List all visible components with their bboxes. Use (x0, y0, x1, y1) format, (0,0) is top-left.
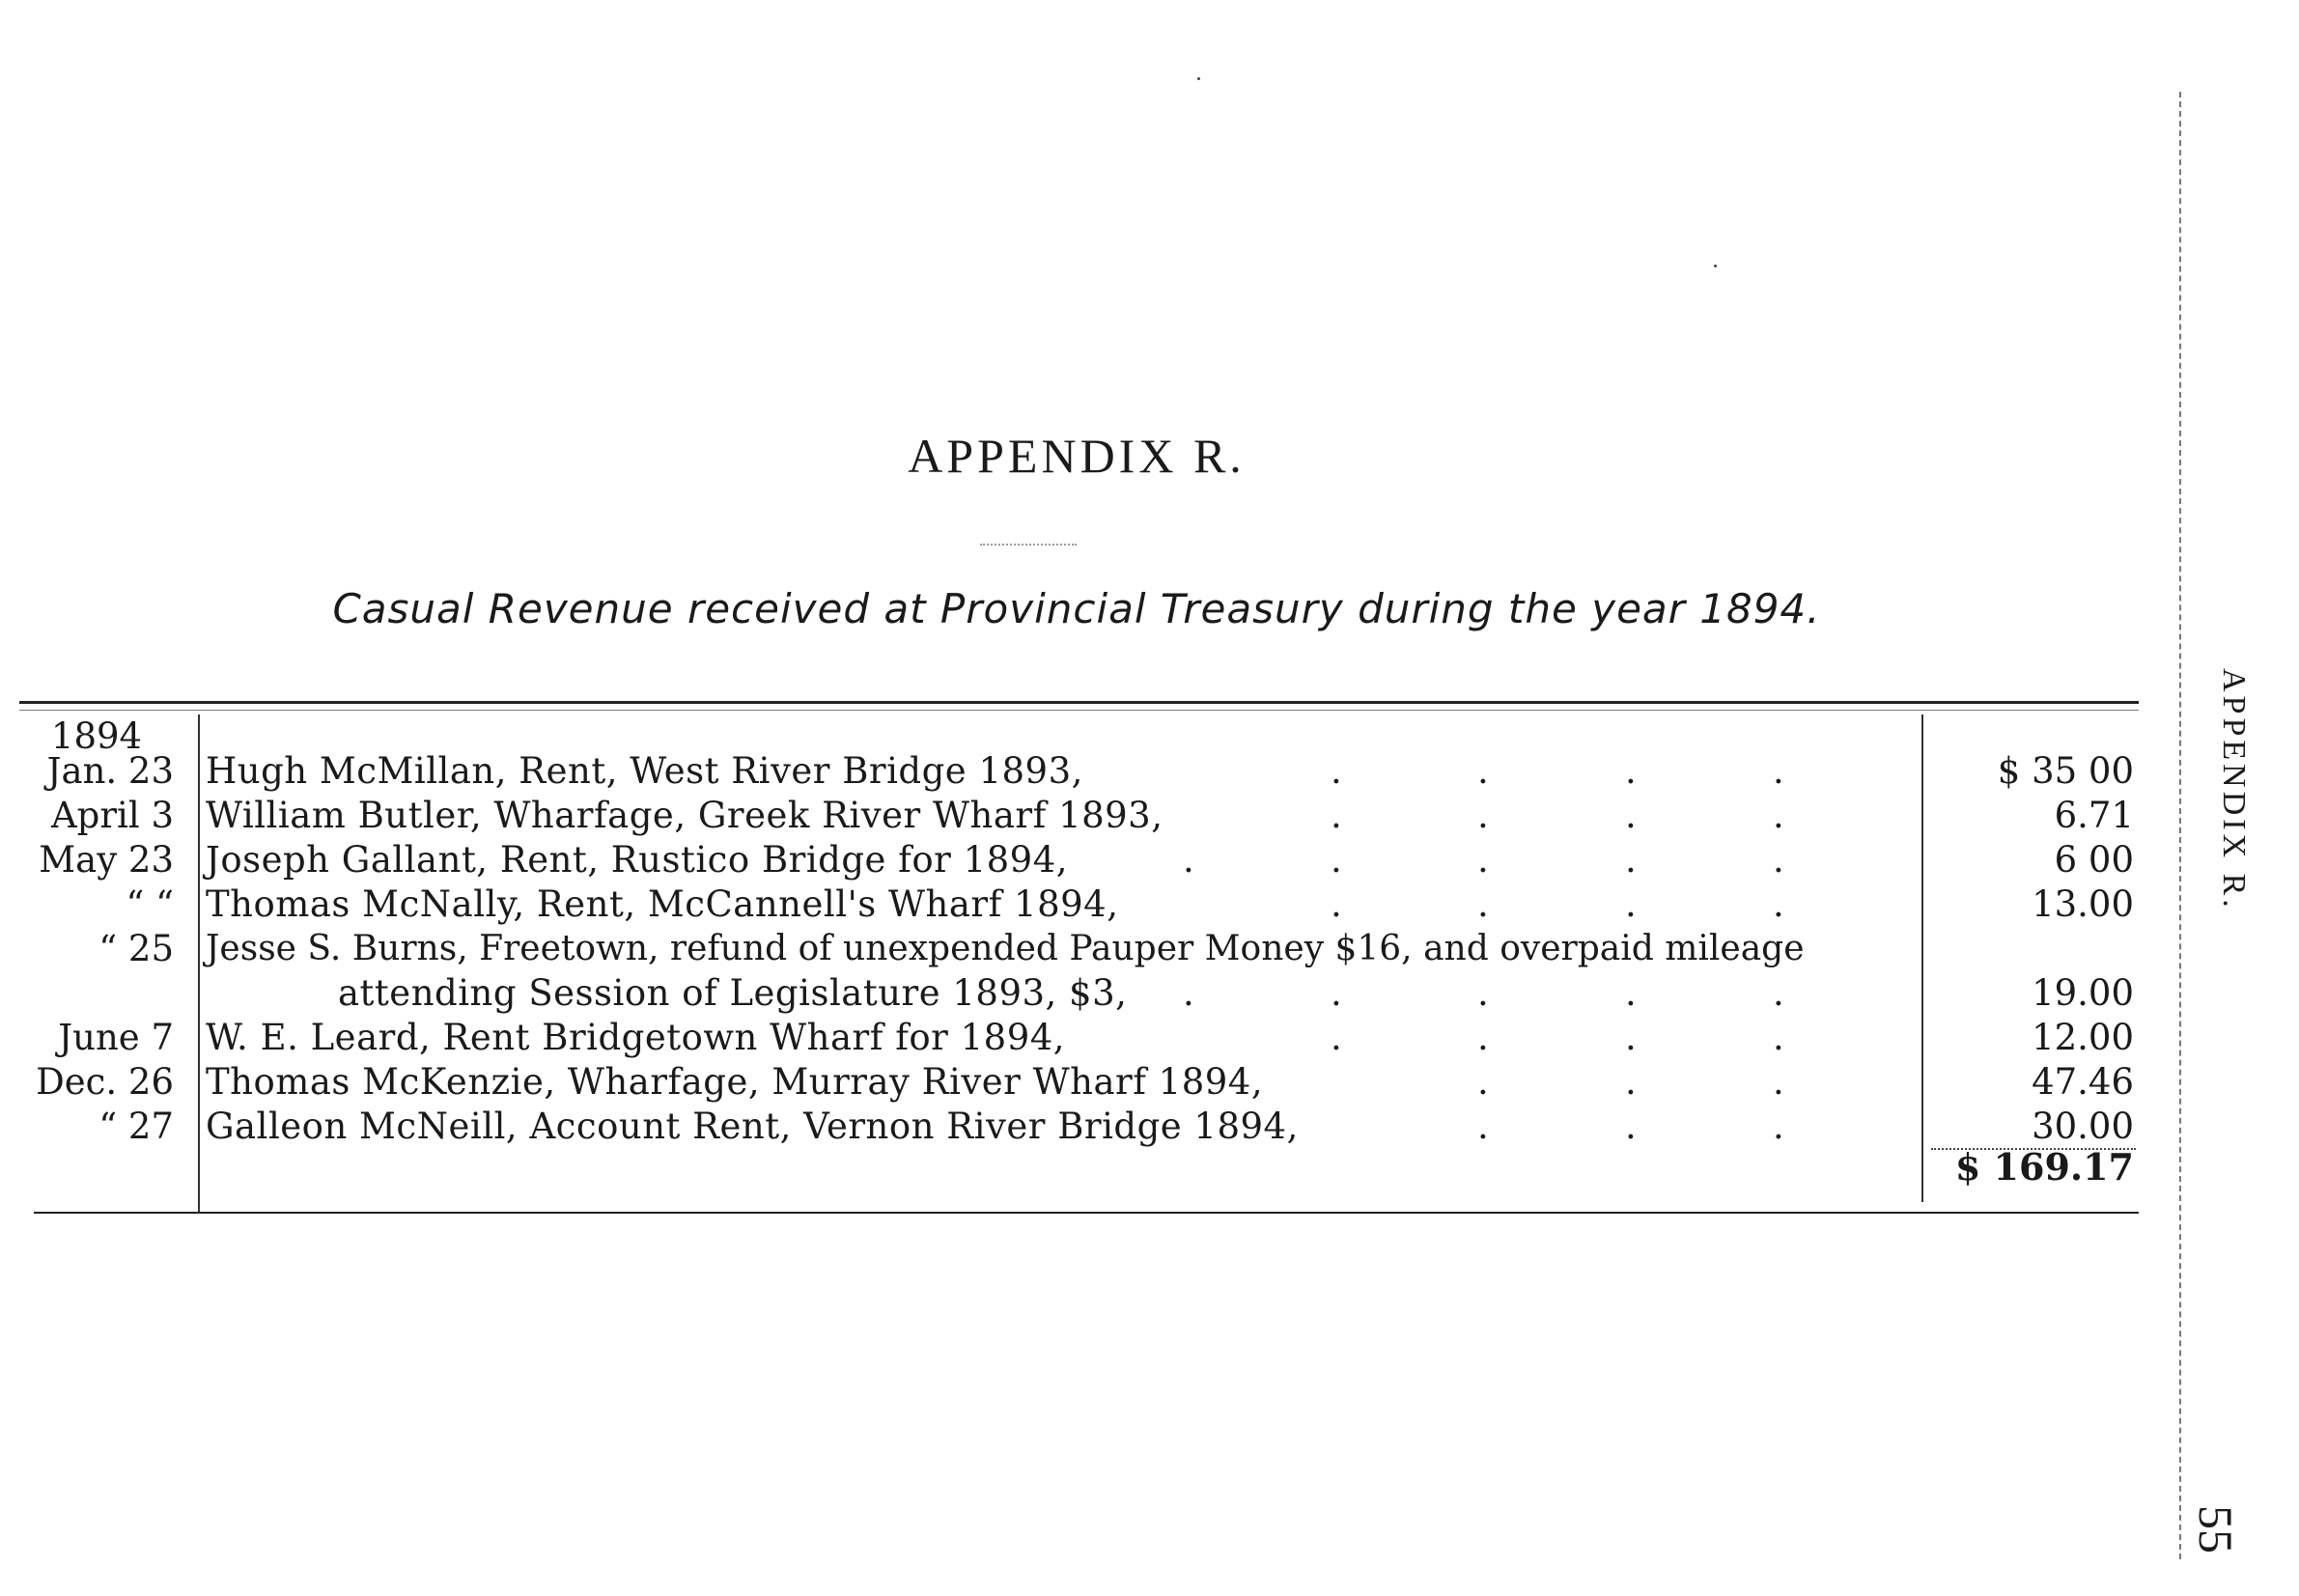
date-cell: June 7 (58, 1017, 174, 1058)
date-cell: Dec. 26 (36, 1061, 174, 1103)
description-cell: Jesse S. Burns, Freetown, refund of unexpended Pauper Money $16, and overpaid mileage (206, 929, 1805, 968)
leader-dots: . . . . (1331, 750, 1784, 792)
date-cell: “ 25 (98, 928, 174, 969)
speck (1197, 77, 1200, 80)
table-row (0, 1060, 2153, 1105)
page-title: APPENDIX R. (908, 429, 1246, 483)
description-cell: attending Session of Legislature 1893, $3, (338, 972, 1128, 1014)
amount-cell: 12.00 (2032, 1017, 2134, 1058)
year-cell: 1894 (50, 715, 143, 757)
leader-dots: . . . . (1331, 795, 1784, 836)
leader-dots: . . . (1477, 1106, 1784, 1147)
page-edge (2179, 92, 2181, 1559)
title-divider (980, 544, 1077, 546)
table-row (0, 927, 2153, 971)
amount-cell: 30.00 (2032, 1106, 2134, 1147)
leader-dots: . . . . . (1183, 839, 1784, 881)
description-cell: W. E. Leard, Rent Bridgetown Wharf for 1894, (206, 1017, 1066, 1058)
running-header: APPENDIX R. (2216, 668, 2252, 911)
date-cell: April 3 (50, 795, 174, 836)
date-cell: “ “ (126, 883, 174, 925)
table-row (0, 749, 2153, 794)
date-cell: “ 27 (98, 1106, 174, 1147)
page-subtitle: Casual Revenue received at Provincial Treasury during the year 1894. (332, 585, 1821, 632)
speck (1714, 265, 1717, 267)
table-row (0, 1016, 2153, 1060)
date-cell: May 23 (39, 839, 174, 881)
amount-cell: 13.00 (2032, 883, 2134, 925)
table-row-continuation (0, 971, 2153, 1016)
table-row (0, 1105, 2153, 1149)
leader-dots: . . . . . (1183, 972, 1784, 1014)
amount-cell: 47.46 (2032, 1061, 2134, 1103)
amount-cell: 6.71 (2054, 795, 2134, 836)
leader-dots: . . . . (1331, 1017, 1784, 1058)
date-cell: Jan. 23 (46, 750, 174, 792)
description-cell: William Butler, Wharfage, Greek River Wharf 1893, (206, 795, 1164, 836)
table-row (0, 794, 2153, 838)
description-cell: Thomas McKenzie, Wharfage, Murray River Wharf 1894, (206, 1061, 1264, 1103)
table-top-rule (19, 701, 2139, 704)
total-amount: $ 169.17 (1954, 1145, 2134, 1189)
description-cell: Hugh McMillan, Rent, West River Bridge 1893, (206, 750, 1083, 792)
leader-dots: . . . . (1331, 883, 1784, 925)
amount-cell: 19.00 (2032, 972, 2134, 1014)
amount-cell: $ 35 00 (1997, 750, 2134, 792)
amount-cell: 6 00 (2054, 839, 2134, 881)
table-top-rule-thin (19, 710, 2139, 711)
description-cell: Joseph Gallant, Rent, Rustico Bridge for 1894, (206, 839, 1069, 881)
description-cell: Galleon McNeill, Account Rent, Vernon River Bridge 1894, (206, 1106, 1299, 1147)
table-bottom-rule (34, 1212, 2139, 1214)
page-number: 55 (2189, 1505, 2243, 1554)
leader-dots: . . . (1477, 1061, 1784, 1103)
table-row (0, 838, 2153, 882)
table-row (0, 882, 2153, 927)
description-cell: Thomas McNally, Rent, McCannell's Wharf 1894, (206, 883, 1119, 925)
